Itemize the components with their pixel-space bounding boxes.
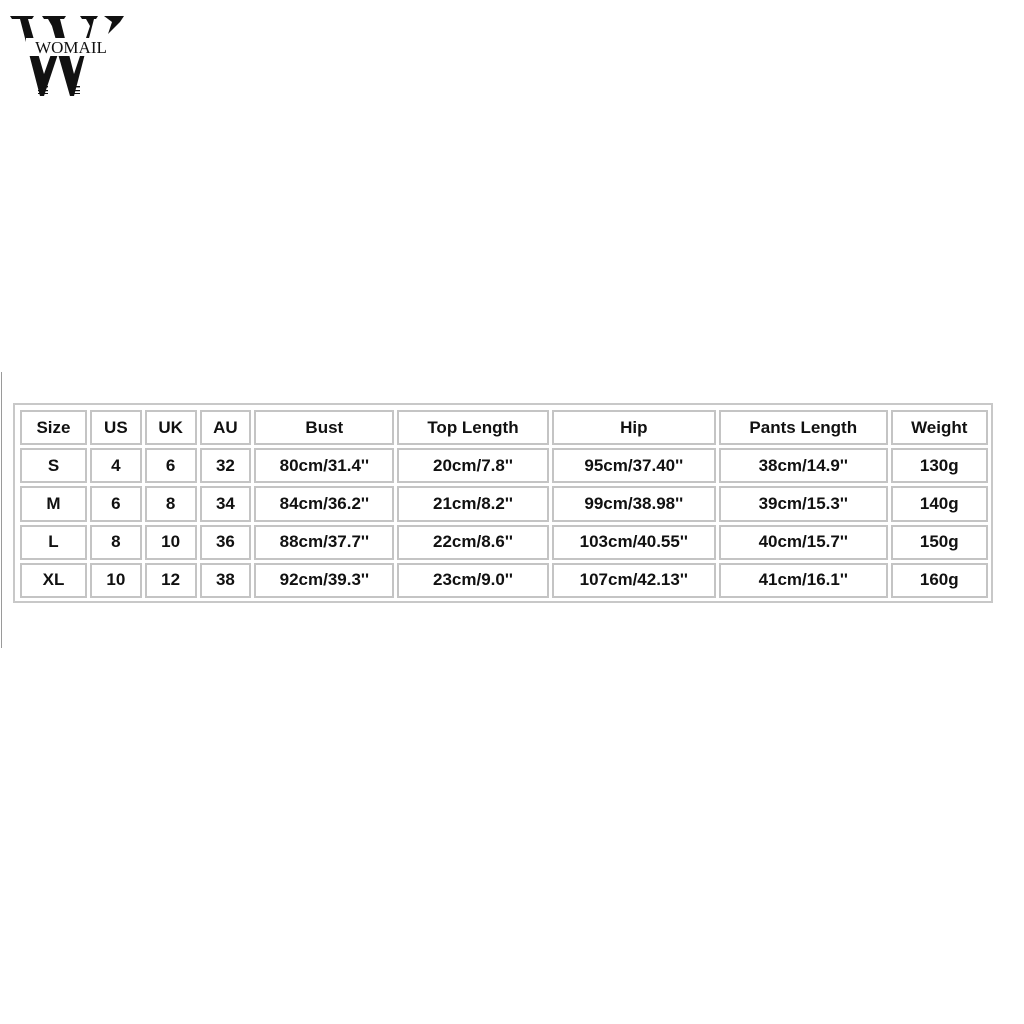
cell-au: 36	[200, 525, 252, 560]
cell-au: 38	[200, 563, 252, 598]
header-weight: Weight	[891, 410, 989, 445]
cell-top-length: 23cm/9.0''	[397, 563, 548, 598]
header-hip: Hip	[552, 410, 716, 445]
cell-size: XL	[20, 563, 87, 598]
cell-hip: 107cm/42.13''	[552, 563, 716, 598]
cell-us: 6	[90, 486, 142, 521]
size-chart	[13, 403, 993, 603]
cell-bust: 88cm/37.7''	[254, 525, 394, 560]
cell-bust: 80cm/31.4''	[254, 448, 394, 483]
header-bust: Bust	[254, 410, 394, 445]
table-row	[20, 448, 988, 483]
cell-us: 4	[90, 448, 142, 483]
header-size: Size	[20, 410, 87, 445]
cell-us: 10	[90, 563, 142, 598]
cell-size: L	[20, 525, 87, 560]
cell-bust: 84cm/36.2''	[254, 486, 394, 521]
cell-uk: 8	[145, 486, 197, 521]
cell-size: S	[20, 448, 87, 483]
cell-top-length: 21cm/8.2''	[397, 486, 548, 521]
left-divider-line	[1, 372, 2, 648]
cell-uk: 10	[145, 525, 197, 560]
table-row	[20, 486, 988, 521]
cell-top-length: 20cm/7.8''	[397, 448, 548, 483]
cell-hip: 95cm/37.40''	[552, 448, 716, 483]
cell-weight: 140g	[891, 486, 989, 521]
cell-pants-length: 38cm/14.9''	[719, 448, 887, 483]
cell-pants-length: 41cm/16.1''	[719, 563, 887, 598]
header-top-length: Top Length	[397, 410, 548, 445]
header-us: US	[90, 410, 142, 445]
cell-uk: 12	[145, 563, 197, 598]
cell-weight: 130g	[891, 448, 989, 483]
table-row	[20, 563, 988, 598]
cell-weight: 160g	[891, 563, 989, 598]
cell-pants-length: 39cm/15.3''	[719, 486, 887, 521]
cell-size: M	[20, 486, 87, 521]
cell-weight: 150g	[891, 525, 989, 560]
brand-logo	[8, 14, 128, 98]
cell-au: 34	[200, 486, 252, 521]
cell-uk: 6	[145, 448, 197, 483]
brand-wordmark: WOMAIL	[35, 38, 107, 57]
header-pants-length: Pants Length	[719, 410, 887, 445]
cell-pants-length: 40cm/15.7''	[719, 525, 887, 560]
womail-logo-icon	[8, 14, 128, 98]
cell-us: 8	[90, 525, 142, 560]
table-row	[20, 525, 988, 560]
header-au: AU	[200, 410, 252, 445]
cell-hip: 99cm/38.98''	[552, 486, 716, 521]
cell-au: 32	[200, 448, 252, 483]
cell-top-length: 22cm/8.6''	[397, 525, 548, 560]
header-uk: UK	[145, 410, 197, 445]
table-header-row	[20, 410, 988, 445]
size-table	[17, 407, 991, 601]
cell-hip: 103cm/40.55''	[552, 525, 716, 560]
cell-bust: 92cm/39.3''	[254, 563, 394, 598]
